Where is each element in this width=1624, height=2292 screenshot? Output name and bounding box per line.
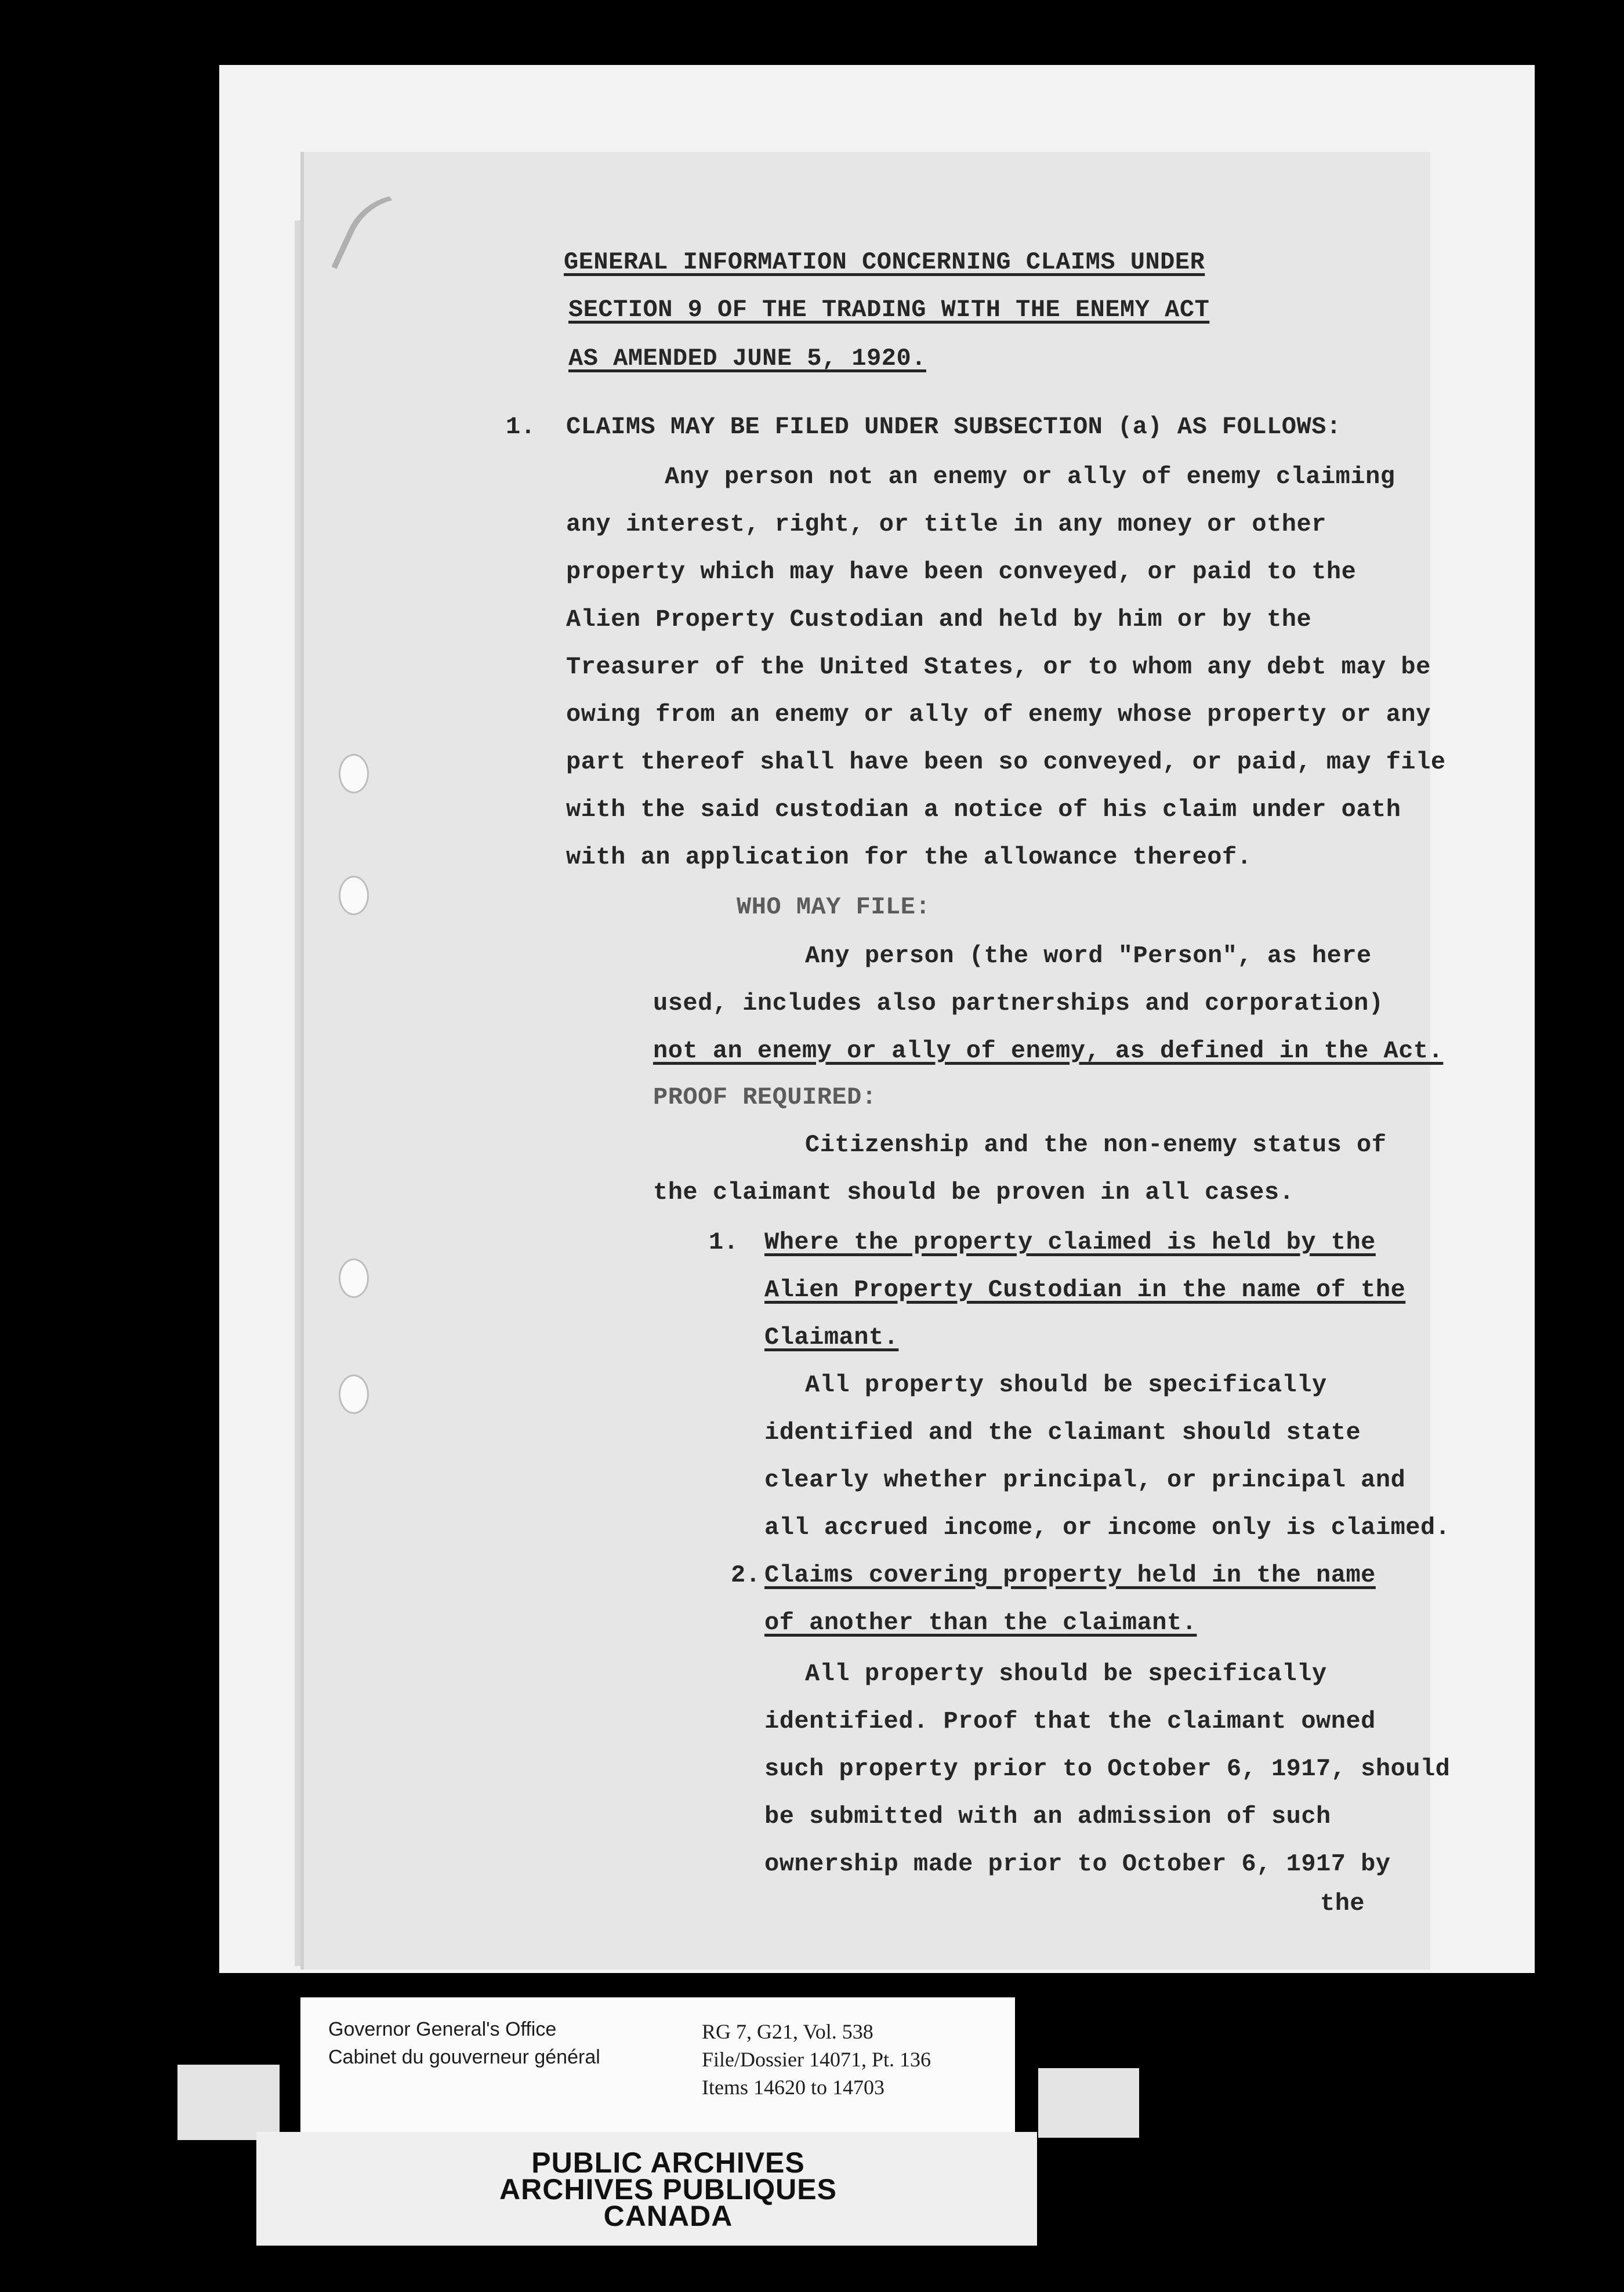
paragraph-line: with the said custodian a notice of his claim under oath	[566, 796, 1401, 824]
label-office-fr: Cabinet du gouverneur général	[328, 2046, 600, 2068]
paragraph-line: Any person (the word "Person", as here	[805, 942, 1372, 970]
proof-required-heading: PROOF REQUIRED:	[653, 1083, 877, 1111]
paragraph-line: Any person not an enemy or ally of enemy claiming	[665, 463, 1395, 491]
paragraph-line: All property should be specifically	[805, 1660, 1327, 1688]
title-line: SECTION 9 OF THE TRADING WITH THE ENEMY ACT	[568, 296, 1210, 324]
item-heading-line: Where the property claimed is held by the	[764, 1228, 1376, 1256]
paragraph-line: any interest, right, or title in any money or other	[566, 510, 1326, 538]
label-office-en: Governor General's Office	[328, 2018, 557, 2040]
title-line: GENERAL INFORMATION CONCERNING CLAIMS UNDER	[564, 248, 1205, 276]
paragraph-line: used, includes also partnerships and corporation)	[653, 989, 1384, 1017]
item-heading-line: of another than the claimant.	[764, 1609, 1197, 1637]
paragraph-line: with an application for the allowance thereof.	[566, 843, 1252, 871]
paragraph-line: such property prior to October 6, 1917, should	[764, 1755, 1451, 1783]
item-heading-line: Alien Property Custodian in the name of the	[764, 1276, 1406, 1304]
label-file: File/Dossier 14071, Pt. 136	[702, 2048, 931, 2071]
paragraph-line: part thereof shall have been so conveyed, or paid, may file	[566, 748, 1446, 776]
paragraph-line: not an enemy or ally of enemy, as defined in the Act.	[653, 1037, 1444, 1065]
item-number: 2.	[731, 1561, 761, 1589]
paragraph-line: all accrued income, or income only is claimed.	[764, 1514, 1451, 1542]
paragraph-line: owing from an enemy or ally of enemy whose property or any	[566, 701, 1431, 728]
item-heading-line: Claimant.	[764, 1323, 899, 1351]
title-line: AS AMENDED JUNE 5, 1920.	[568, 344, 926, 372]
paragraph-line: be submitted with an admission of such	[764, 1803, 1331, 1830]
punch-hole	[339, 1375, 369, 1414]
stamp-line: ARCHIVES PUBLIQUES	[499, 2173, 837, 2206]
item-heading-line: Claims covering property held in the name	[764, 1561, 1376, 1589]
label-reference: RG 7, G21, Vol. 538	[702, 2020, 873, 2043]
paragraph-line: Alien Property Custodian and held by him or by the	[566, 605, 1312, 633]
label-items: Items 14620 to 14703	[702, 2076, 884, 2099]
punch-hole	[339, 754, 369, 793]
punch-hole	[339, 1259, 369, 1298]
who-may-file-heading: WHO MAY FILE:	[737, 893, 931, 921]
stamp-line: PUBLIC ARCHIVES	[531, 2146, 805, 2179]
label-tab-right	[1038, 2068, 1139, 2138]
paragraph-line: ownership made prior to October 6, 1917 by	[764, 1850, 1391, 1878]
stamp-line: CANADA	[603, 2200, 733, 2232]
paragraph-line: All property should be specifically	[805, 1371, 1327, 1399]
paragraph-line: clearly whether principal, or principal and	[764, 1466, 1406, 1494]
punch-hole	[339, 876, 369, 915]
paragraph-line: Citizenship and the non-enemy status of	[805, 1131, 1387, 1159]
paragraph-line: identified and the claimant should state	[764, 1419, 1361, 1446]
paragraph-line: the claimant should be proven in all cases.	[653, 1178, 1295, 1206]
section-heading: CLAIMS MAY BE FILED UNDER SUBSECTION (a) AS FOLLOWS:	[566, 413, 1342, 441]
paragraph-line: identified. Proof that the claimant owned	[764, 1707, 1376, 1735]
paragraph-line: property which may have been conveyed, or paid to the	[566, 558, 1357, 586]
item-number: 1.	[709, 1228, 739, 1256]
section-number: 1.	[506, 413, 536, 441]
label-tab-left	[177, 2065, 280, 2140]
continuation-word: the	[1320, 1890, 1365, 1917]
paragraph-line: Treasurer of the United States, or to whom any debt may be	[566, 653, 1431, 681]
